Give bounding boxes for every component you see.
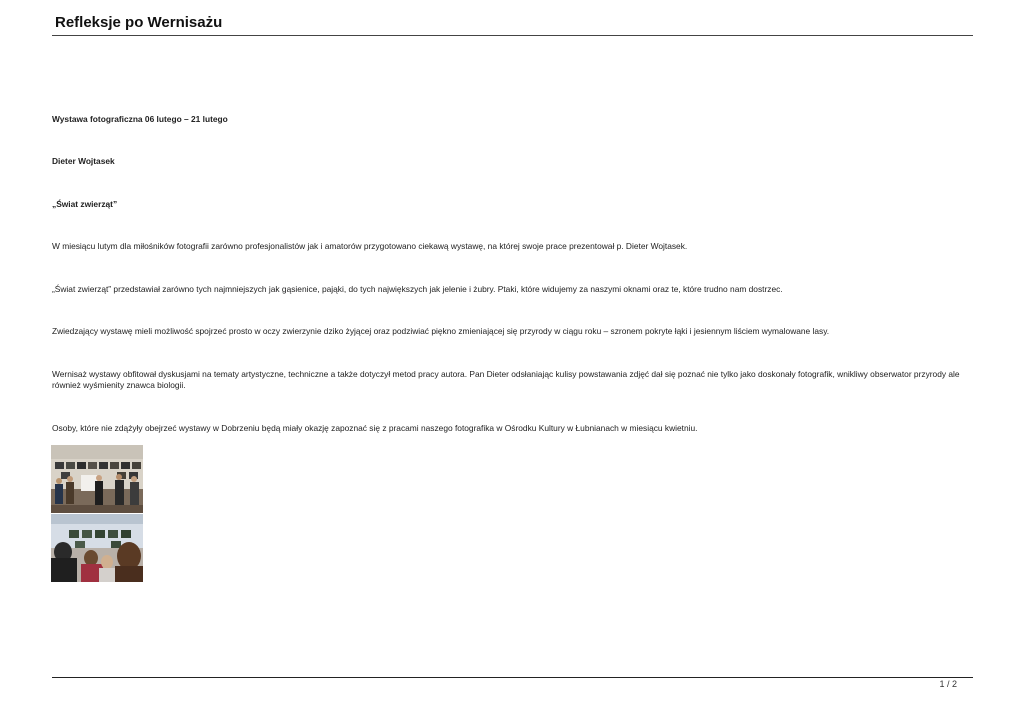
exhibition-photo-1 xyxy=(51,445,143,513)
page-title: Refleksje po Wernisażu xyxy=(55,14,223,31)
paragraph-animals: „Świat zwierząt” przedstawiał zarówno tych najmniejszych jak gąsienice, pająki, do tych największych jak jelenie i żubry. Ptaki, które widujemy za naszymi oknami oraz te, które trudno nam dostrzec. xyxy=(52,284,783,294)
paragraph-next-exhibition: Osoby, które nie zdążyły obejrzeć wystawy w Dobrzeniu będą miały okazję zapoznać się z pracami naszego fotografika w Ośrodku Kultury w Łubnianach w miesiącu kwietniu. xyxy=(52,423,698,433)
exhibition-photo-2 xyxy=(51,514,143,582)
author-name: Dieter Wojtasek xyxy=(52,156,115,166)
paragraph-vernissage: Wernisaż wystawy obfitował dyskusjami na tematy artystyczne, techniczne a także dotyczył metod pracy autora. Pan Dieter odsłaniając kulisy powstawania zdjęć dał się poznać nie tylko jako doskonały fotografik, wnikliwy obserwator przyrody ale również wyśmienity znawca biologii. xyxy=(52,369,960,390)
page-number: 1 / 2 xyxy=(939,679,957,689)
exhibition-dates: Wystawa fotograficzna 06 lutego – 21 lutego xyxy=(52,114,228,124)
exhibition-title: „Świat zwierząt” xyxy=(52,199,118,209)
paragraph-intro: W miesiącu lutym dla miłośników fotografii zarówno profesjonalistów jak i amatorów przygotowano ciekawą wystawę, na której swoje prace prezentował p. Dieter Wojtasek. xyxy=(52,241,688,251)
header-divider xyxy=(52,35,973,36)
footer-divider xyxy=(52,677,973,678)
paragraph-visitors: Zwiedzający wystawę mieli możliwość spojrzeć prosto w oczy zwierzynie dziko żyjącej oraz podziwiać piękno zmieniającej się przyrody w ciągu roku – szronem pokryte łąki i jesiennym liściem wymalowane lasy. xyxy=(52,326,830,336)
